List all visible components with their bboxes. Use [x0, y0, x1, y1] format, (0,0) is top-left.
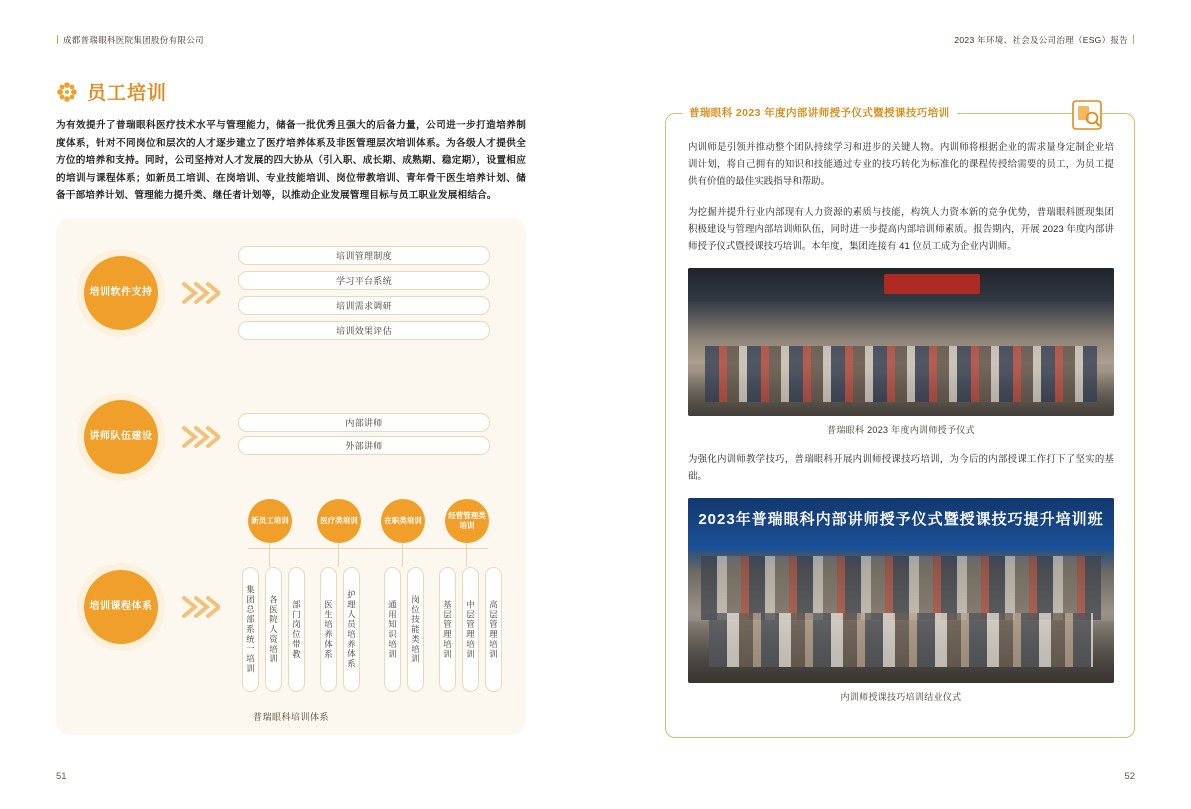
- photo2-crowd-back: [701, 556, 1101, 620]
- diagram-course-3-1: 通用知识培训: [384, 567, 401, 692]
- diagram-course-4-2: 中层管理培训: [462, 567, 479, 692]
- photo2-caption: 内训师授课技巧培训结业仪式: [840, 692, 962, 702]
- diagram-tick-2: [338, 543, 339, 567]
- header-right: [954, 34, 1139, 46]
- case-study-title: 普瑞眼科 2023 年度内部讲师授予仪式暨授课技巧培训: [682, 105, 957, 120]
- diagram-tag-management: 经营管理类培训: [445, 499, 489, 543]
- diagram-item-1-4: 培训效果评估: [238, 321, 490, 340]
- page-number-left: 51: [56, 771, 67, 782]
- diagram-node-trainer-team: 讲师队伍建设: [84, 400, 158, 474]
- diagram-tick-3: [402, 543, 403, 567]
- diagram-item-1-2: 学习平台系统: [238, 271, 490, 290]
- diagram-course-2-2: 护理人员培养体系: [343, 567, 360, 692]
- diagram-course-1-2: 各医院人资培训: [265, 567, 282, 692]
- section-title-row: [56, 78, 526, 105]
- diagram-connector-line: [248, 548, 488, 549]
- diagram-caption: 普瑞眼科培训体系: [252, 712, 329, 722]
- diagram-course-4-3: 高层管理培训: [485, 567, 502, 692]
- case-paragraph-1: 内训师是引领并推动整个团队持续学习和进步的关键人物。内训师将根据企业的需求量身定制企业培训计划，将自己拥有的知识和技能通过专业的技巧转化为标准化的课程传授给需要的员工，为员工提供有价值的最佳实践指导和帮助。: [688, 141, 1114, 186]
- diagram-tick-4: [466, 543, 467, 567]
- diagram-tick-1: [269, 543, 270, 567]
- training-system-diagram: [56, 218, 526, 735]
- diagram-tag-new-employee: 新员工培训: [248, 499, 292, 543]
- page-title: 员工培训: [87, 83, 168, 104]
- diagram-course-4-1: 基层管理培训: [439, 567, 456, 692]
- flower-icon: [56, 81, 78, 103]
- diagram-course-1-1: 集团总部系统一培训: [242, 567, 259, 692]
- diagram-course-2-1: 医生培养体系: [320, 567, 337, 692]
- diagram-course-3-2: 岗位技能类培训: [407, 567, 424, 692]
- photo1-crowd: [705, 346, 1097, 402]
- diagram-node-course-system: 培训课程体系: [84, 570, 158, 644]
- diagram-item-1-3: 培训需求调研: [238, 296, 490, 315]
- header-left: [52, 34, 204, 46]
- case-study-icon: [1072, 100, 1102, 130]
- chevron-right-icon-3: [180, 592, 220, 622]
- chevron-right-icon-2: [180, 422, 220, 452]
- diagram-item-2-2: 外部讲师: [238, 436, 490, 455]
- diagram-node-software-support: 培训软件支持: [84, 256, 158, 330]
- photo2-banner-text: 2023年普瑞眼科内部讲师授予仪式暨授课技巧提升培训班: [698, 511, 1104, 528]
- intro-paragraph: 为有效提升了普瑞眼科医疗技术水平与管理能力，储备一批优秀且强大的后备力量，公司进一步打造培养制度体系，针对不同岗位和层次的人才逐步建立了医疗培养体系及非医管理层次培训体系。为各级人才提供全方位的培养和支持。同时，公司坚持对人才发展的四大协从（引入职、成长期、成熟期、稳定期），设置相应的培训与课程体系；如新员工培训、在岗培训、专业技能培训、岗位带教培训、青年骨干医生培养计划、储备干部培养计划、管理能力提升类、继任者计划等，以推动企业发展管理目标与员工职业发展相结合。: [56, 120, 526, 201]
- case-paragraph-2: 为挖掘并提升行业内部现有人力资源的素质与技能，构筑人力资本新的竞争优势，普瑞眼科匮现集团积极建设与管理内部培训师队伍，同时进一步提高内部培训师素质。报告期内，开展 2023 年度内部讲师授予仪式暨授课技巧培训。本年度，集团连接有 41 位员工成为企业内训师。: [688, 206, 1114, 251]
- photo1-caption: 普瑞眼科 2023 年度内训师授予仪式: [827, 425, 975, 435]
- header-divider-right: [1133, 35, 1134, 44]
- photo-award-ceremony: [688, 268, 1114, 416]
- case-mid-paragraph: 为强化内训师教学技巧，普瑞眼科开展内训师授课技巧培训，为今后的内部授课工作打下了坚实的基础。: [688, 453, 1114, 481]
- page-number-right: 52: [1124, 771, 1135, 782]
- diagram-item-1-1: 培训管理制度: [238, 246, 490, 265]
- chevron-right-icon-1: [180, 278, 220, 308]
- case-study-card: [665, 107, 1135, 738]
- photo2-crowd-front: [709, 613, 1092, 667]
- header-company-name: 成都普瑞眼科医院集团股份有限公司: [63, 35, 204, 45]
- diagram-course-1-3: 部门岗位带教: [288, 567, 305, 692]
- diagram-tag-on-job: 在职类培训: [381, 499, 425, 543]
- photo1-banner: [884, 274, 980, 294]
- header-divider: [57, 35, 58, 44]
- header-report-title: 2023 年环境、社会及公司治理（ESG）报告: [954, 35, 1128, 45]
- case-study-body: [688, 138, 1114, 703]
- diagram-tag-medical: 医疗类培训: [317, 499, 361, 543]
- diagram-item-2-1: 内部讲师: [238, 413, 490, 432]
- photo-graduation-ceremony: [688, 498, 1114, 683]
- left-column: [56, 78, 526, 205]
